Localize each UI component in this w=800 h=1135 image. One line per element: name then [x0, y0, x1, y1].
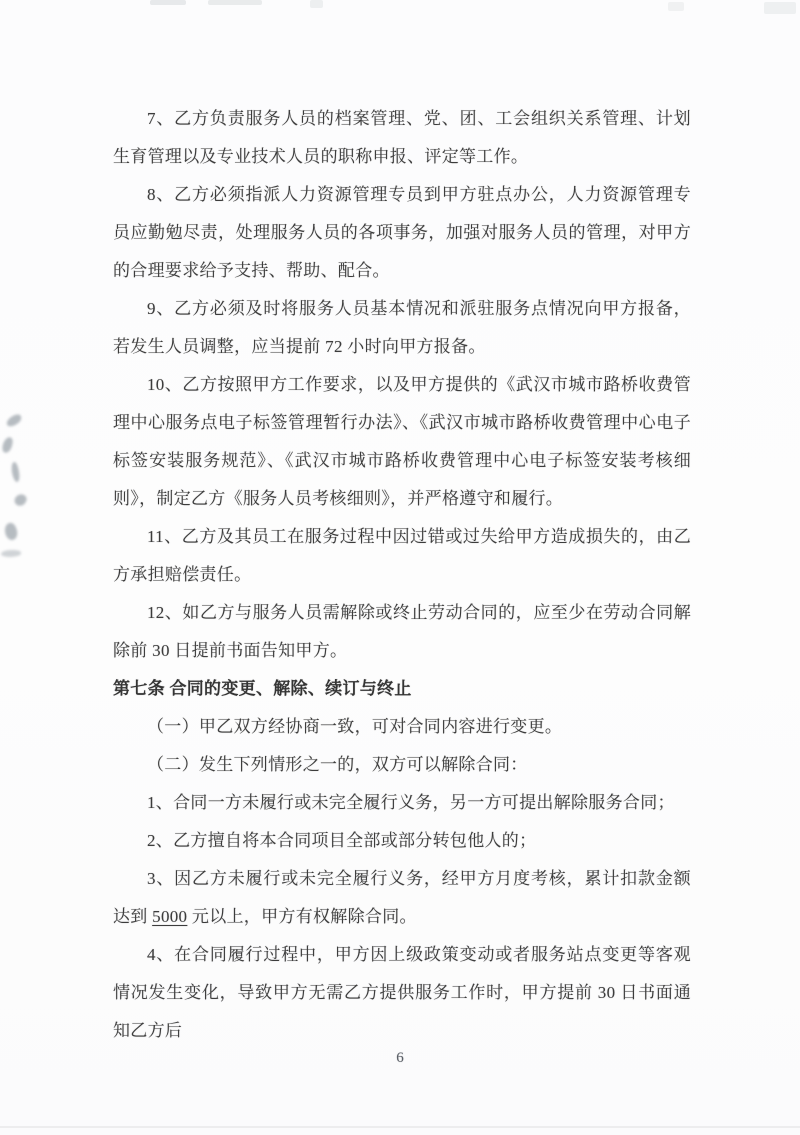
ink-bleed-mark — [1, 436, 14, 454]
article-7-heading: 第七条 合同的变更、解除、续订与终止 — [113, 679, 412, 698]
clause-11-liability: 11、乙方及其员工在服务过程中因过错或过失给甲方造成损失的，由乙方承担赔偿责任。 — [113, 527, 691, 584]
ink-bleed-mark — [2, 521, 19, 541]
scan-smudge — [150, 0, 186, 5]
ink-bleed-mark — [5, 413, 23, 428]
clause-7-archives-management: 7、乙方负责服务人员的档案管理、党、团、工会组织关系管理、计划生育管理以及专业技术人员的职称申报、评定等工作。 — [113, 109, 691, 166]
scan-smudge — [668, 2, 684, 11]
sub-item-4-policy-change: 4、在合同履行过程中，甲方因上级政策变动或者服务站点变更等客观情况发生变化，导致甲方无需乙方提供服务工作时，甲方提前 30 日书面通知乙方后 — [113, 945, 691, 1040]
sub-item-3-text-after: 元以上，甲方有权解除合同。 — [187, 907, 417, 926]
scan-edge-line — [0, 1126, 800, 1128]
clause-8-hr-specialist: 8、乙方必须指派人力资源管理专员到甲方驻点办公，人力资源管理专员应勤勉尽责，处理服务人员的各项事务，加强对服务人员的管理，对甲方的合理要求给予支持、帮助、配合。 — [113, 185, 691, 280]
item-1-contract-change: （一）甲乙双方经协商一致，可对合同内容进行变更。 — [147, 717, 563, 736]
ink-bleed-mark — [1, 550, 21, 557]
clause-10-regulations: 10、乙方按照甲方工作要求，以及甲方提供的《武汉市城市路桥收费管理中心服务点电子标签管理暂行办法》、《武汉市城市路桥收费管理中心电子标签安装服务规范》、《武汉市城市路桥收费管理中心电子标签安装考核细则》，制定乙方《服务人员考核细则》，并严格遵守和履行。 — [113, 375, 691, 508]
sub-item-3-deduction-threshold — [113, 860, 691, 936]
sub-item-1-breach: 1、合同一方未履行或未完全履行义务，另一方可提出解除服务合同； — [147, 793, 675, 812]
clause-12-labor-contract-notice: 12、如乙方与服务人员需解除或终止劳动合同的，应至少在劳动合同解除前 30 日提前书面告知甲方。 — [113, 603, 691, 660]
item-2-rescind-conditions: （二）发生下列情形之一的，双方可以解除合同： — [147, 755, 528, 774]
ink-bleed-mark — [13, 492, 29, 508]
scan-smudge — [208, 0, 262, 5]
scan-smudge — [764, 2, 796, 14]
sub-item-3-text-before: 3、因乙方未履行或未完全履行义务，经甲方月度考核，累计扣款金额达到 — [113, 869, 691, 926]
sub-item-2-subcontract: 2、乙方擅自将本合同项目全部或部分转包他人的； — [147, 831, 537, 850]
underlined-amount: 5000 — [152, 907, 188, 926]
ink-bleed-mark — [10, 461, 21, 482]
scan-smudge — [310, 0, 323, 8]
clause-9-personnel-reporting: 9、乙方必须及时将服务人员基本情况和派驻服务点情况向甲方报备，若发生人员调整，应当提前 72 小时向甲方报备。 — [113, 299, 691, 356]
contract-body — [113, 100, 691, 1050]
page-number: 6 — [396, 1050, 404, 1066]
